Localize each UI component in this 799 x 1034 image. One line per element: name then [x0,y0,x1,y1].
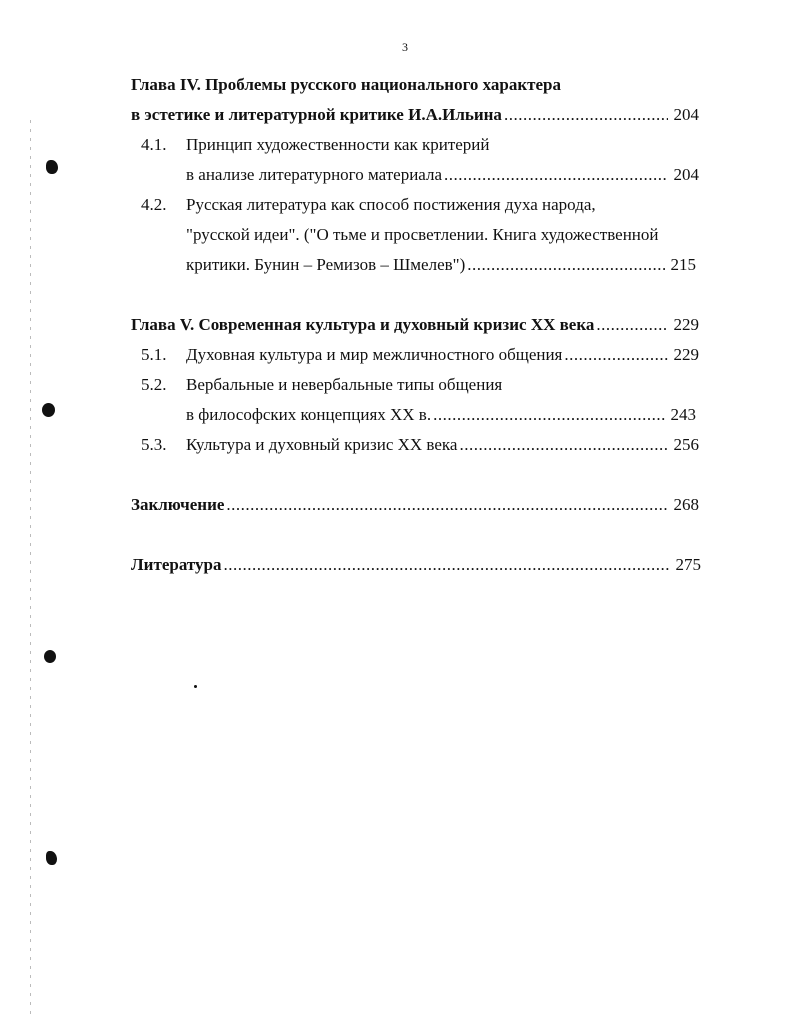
section-4-1-entry [186,164,699,186]
section-5-3-number: 5.3. [141,435,167,454]
section-4-2-line2: "русской идеи". ("О тьме и просветлении. Книга художественной [186,225,659,244]
literature-entry [131,554,701,576]
section-5-1-line1: Духовная культура и мир межличностного общения [186,345,563,364]
leader-dots [564,344,667,366]
leader-dots [433,404,664,426]
leader-dots [226,494,667,516]
section-4-2-number: 4.2. [141,195,167,214]
section-5-1-number: 5.1. [141,345,167,364]
section-5-2-page: 243 [670,405,696,424]
conclusion-page: 268 [673,495,699,514]
section-4-2-entry [186,254,696,276]
chapter4-entry [131,104,699,126]
section-5-2-entry [186,404,696,426]
literature-title: Литература [131,555,222,574]
page-number: 3 [402,40,408,54]
leader-dots [504,104,668,126]
speck [194,685,197,688]
section-4-2-page: 215 [670,255,696,274]
section-5-2-line1: Вербальные и невербальные типы общения [186,375,503,394]
literature-page: 275 [675,555,701,574]
chapter5-title: Глава V. Современная культура и духовный кризис XX века [131,315,595,334]
section-4-2-line3: критики. Бунин – Ремизов – Шмелев") [186,255,466,274]
binder-hole-mark [46,851,57,865]
section-4-1-line2: в анализе литературного материала [186,165,443,184]
binder-hole-mark [44,650,56,663]
leader-dots [459,434,667,456]
section-4-1-number: 4.1. [141,135,167,154]
leader-dots [596,314,667,336]
section-5-3-entry [186,434,699,456]
section-5-3-line1: Культура и духовный кризис XX века [186,435,458,454]
section-4-1-page: 204 [673,165,699,184]
chapter5-page: 229 [673,315,699,334]
leader-dots [223,554,669,576]
chapter5-entry [131,314,699,336]
section-5-3-page: 256 [673,435,699,454]
section-4-1-line1: Принцип художественности как критерий [186,135,490,154]
section-5-1-entry [186,344,699,366]
chapter4-page: 204 [673,105,699,124]
chapter4-title-line2: в эстетике и литературной критике И.А.Ильина [131,105,502,124]
leader-dots [467,254,664,276]
conclusion-entry [131,494,699,516]
chapter4-title-line1: Глава IV. Проблемы русского национального характера [131,75,561,94]
section-5-1-page: 229 [673,345,699,364]
section-5-2-number: 5.2. [141,375,167,394]
leader-dots [444,164,667,186]
scan-edge-line [30,120,31,1020]
binder-hole-mark [42,403,55,417]
conclusion-title: Заключение [131,495,225,514]
binder-hole-mark [46,160,58,174]
section-5-2-line2: в философских концепциях XX в. [186,405,432,424]
section-4-2-line1: Русская литература как способ постижения духа народа, [186,195,596,214]
